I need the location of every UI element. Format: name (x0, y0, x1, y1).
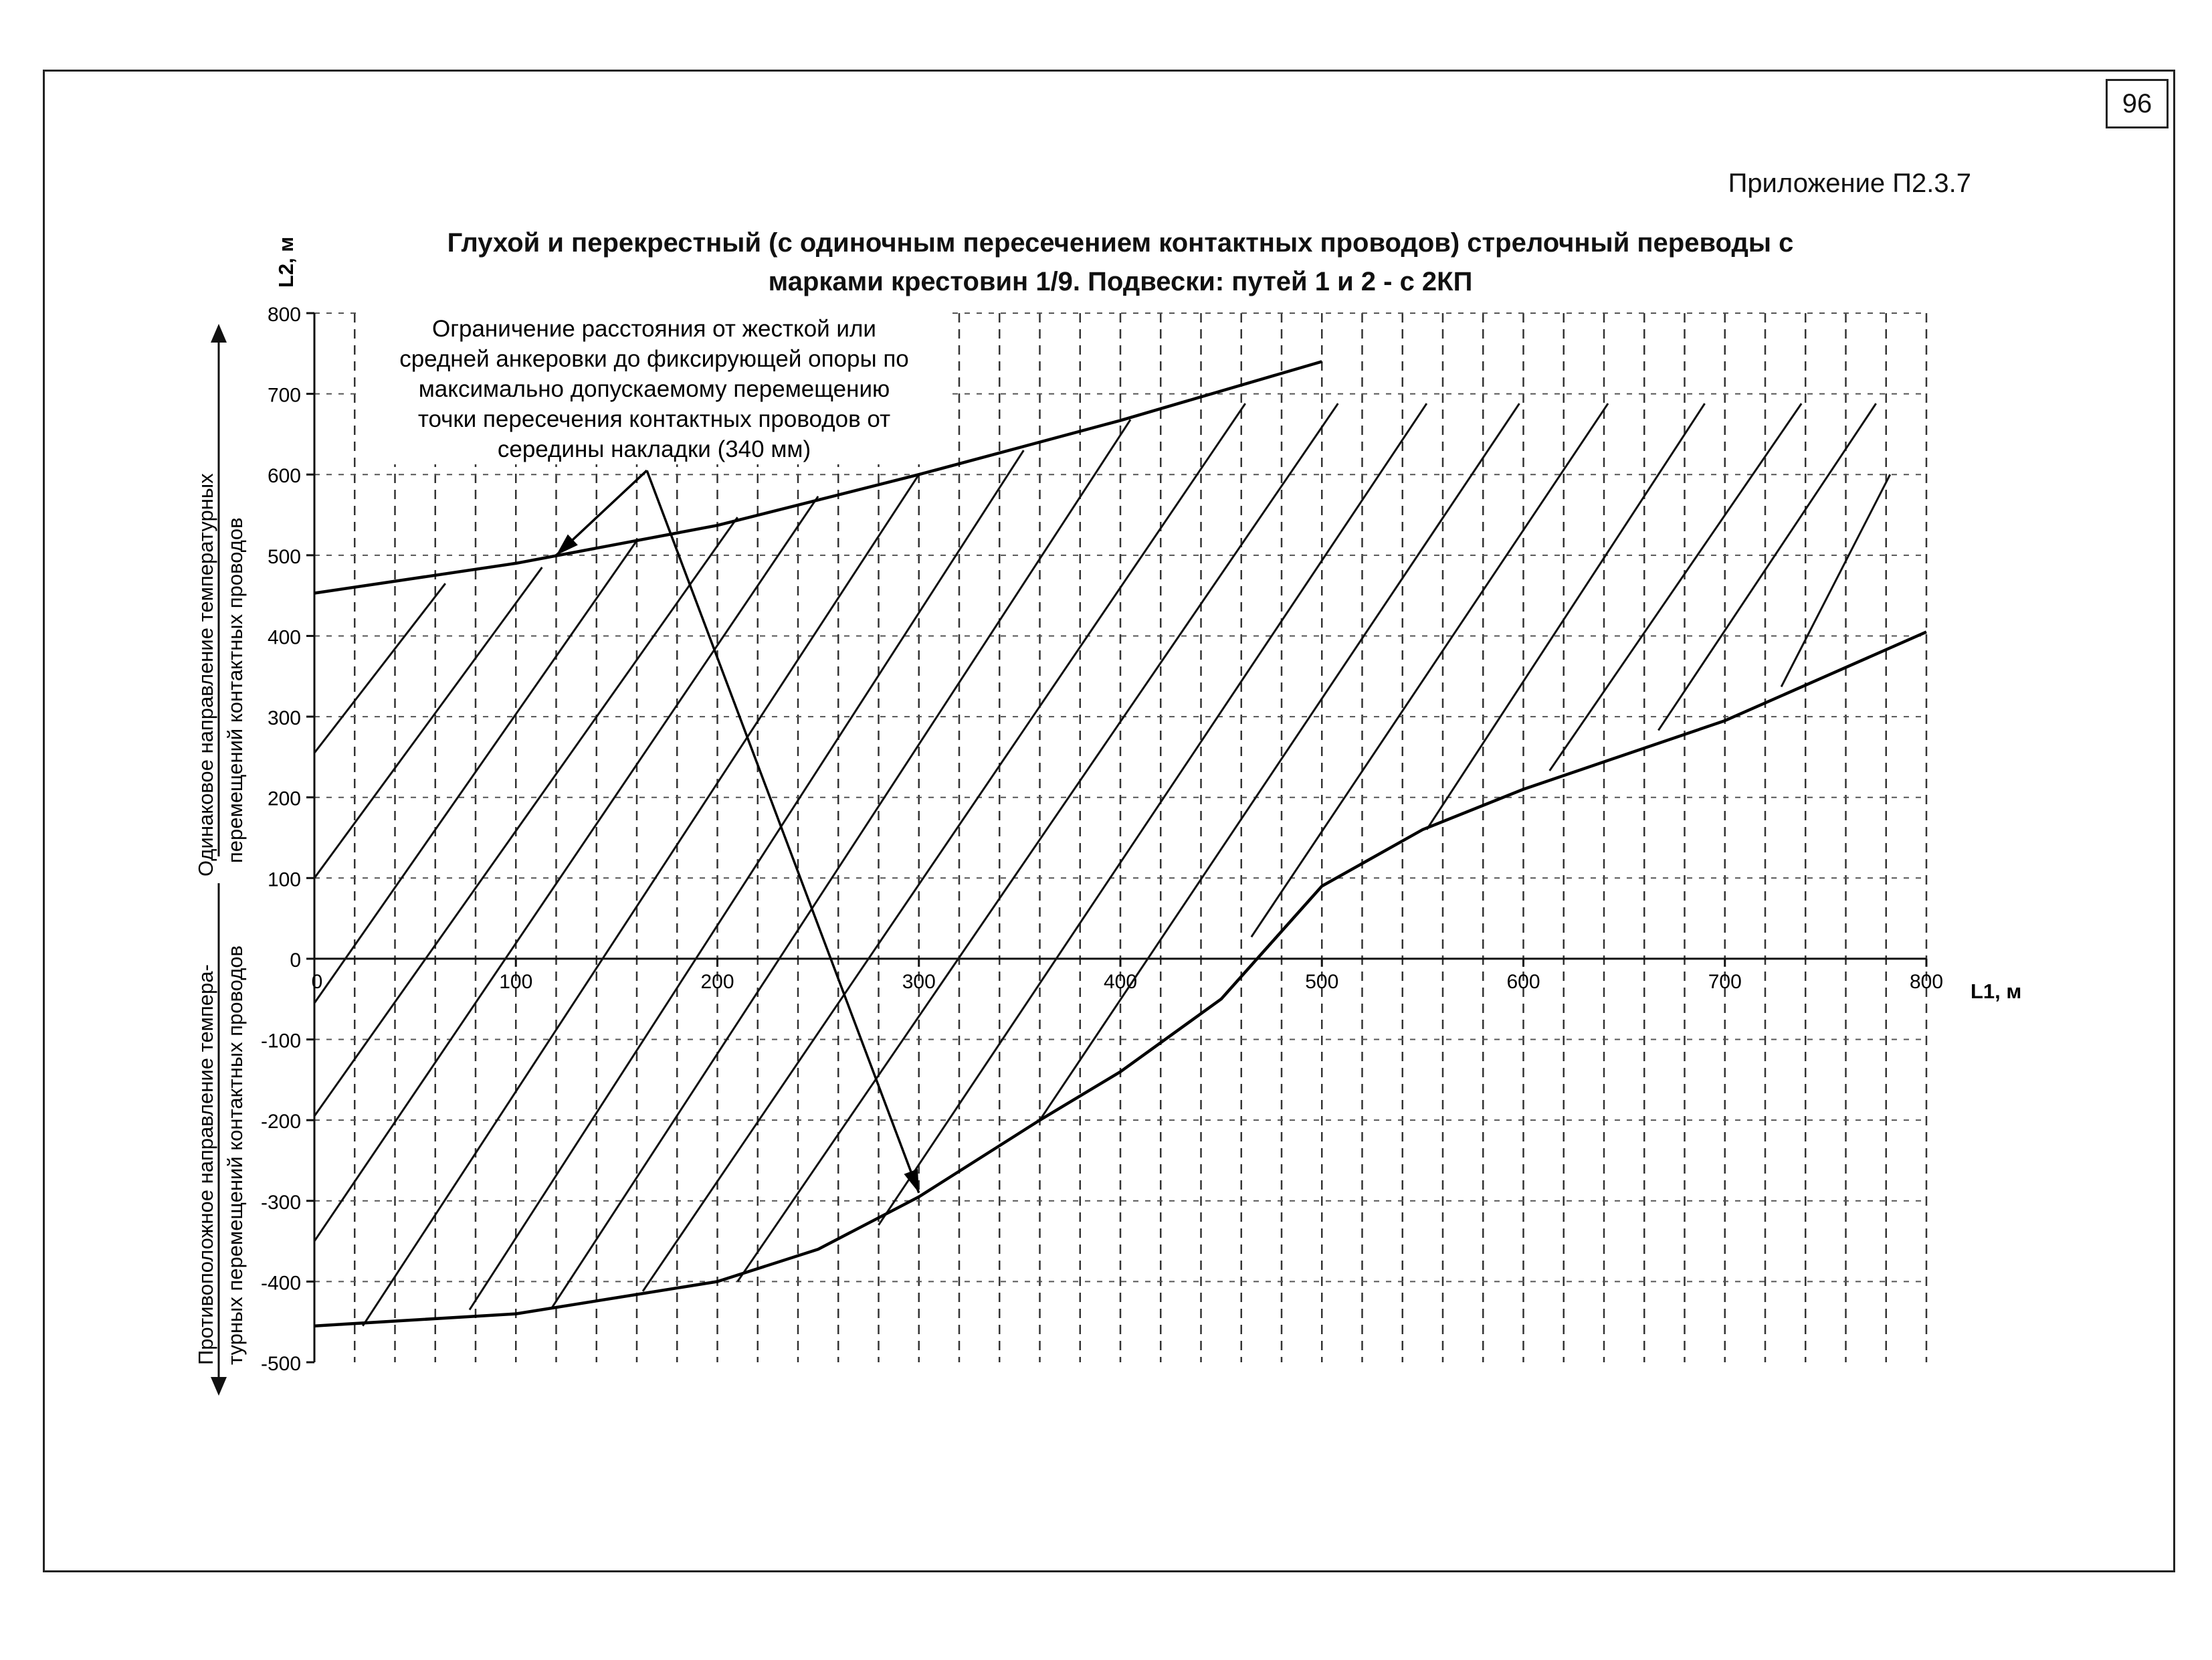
x-tick-label-2: 200 (700, 970, 734, 993)
grid (311, 313, 1926, 1362)
x-tick-label-7: 700 (1708, 970, 1742, 993)
page-number: 96 (2106, 79, 2169, 128)
family-line-7 (552, 420, 1130, 1307)
y-tick-label-7: 200 (267, 788, 301, 810)
appendix-label: Приложение П2.3.7 (1728, 169, 1971, 198)
family-line-9 (738, 403, 1338, 1281)
x-tick-label-4: 400 (1103, 970, 1138, 993)
y-tick-label-6: 100 (267, 868, 301, 891)
y-tick-label-0: -500 (260, 1353, 301, 1375)
annotation-line-4: точки пересечения контактных проводов от (417, 406, 891, 432)
x-tick-label-5: 500 (1305, 970, 1339, 993)
family-line-3 (311, 517, 738, 1116)
annotation-line-3: максимально допускаемому перемещению (418, 376, 890, 402)
family-line-10 (879, 403, 1427, 1225)
y-tick-label-11: 600 (267, 465, 301, 488)
lower-label-line1: Противоположное направление темпера- (194, 964, 217, 1365)
x-tick-label-1: 100 (499, 970, 533, 993)
y-tick-label-10: 500 (267, 545, 301, 568)
family-line-8 (643, 403, 1245, 1291)
side-labels (194, 324, 247, 1396)
x-axis-label: L1, м (1971, 980, 2022, 1003)
annotation-line-2: средней анкеровки до фиксирующей опоры по (399, 346, 909, 372)
x-tick-label-0: 0 (311, 970, 323, 993)
family-line-6 (470, 450, 1023, 1310)
chart-title-line2: марками крестовин 1/9. Подвески: путей 1 и 2 - с 2КП (768, 267, 1473, 296)
y-axis-label: L2, м (274, 236, 298, 288)
y-tick-label-13: 800 (267, 304, 301, 326)
chart-title-line1: Глухой и перекрестный (с одиночным пересечением контактных проводов) стрелочный переводы с (447, 228, 1794, 258)
y-tick-label-9: 400 (267, 626, 301, 649)
lower-label-line2: турных перемещений контактных проводов (223, 945, 247, 1365)
axes (306, 313, 1926, 1362)
y-tick-label-2: -300 (260, 1191, 301, 1214)
down-arrow-head (211, 1377, 227, 1396)
y-tick-label-1: -400 (260, 1272, 301, 1295)
y-axis-title (274, 237, 298, 288)
y-tick-label-4: -100 (260, 1030, 301, 1052)
y-tick-label-12: 700 (267, 384, 301, 407)
x-tick-label-8: 800 (1909, 970, 1944, 993)
family-line-1 (314, 567, 542, 878)
annotation-line-5: середины накладки (340 мм) (497, 436, 811, 462)
y-tick-label-8: 300 (267, 707, 301, 730)
upper-label-line1: Одинаковое направление температурных (194, 473, 217, 877)
family-line-5 (363, 474, 918, 1325)
family-line-11 (1040, 403, 1520, 1120)
up-arrow-head (211, 324, 227, 343)
y-tick-label-3: -200 (260, 1111, 301, 1133)
x-tick-label-3: 300 (902, 970, 936, 993)
annotation-arrow-head-1 (904, 1169, 918, 1193)
x-tick-label-6: 600 (1506, 970, 1540, 993)
family-line-12 (1251, 403, 1608, 937)
family-line-4 (311, 496, 818, 1241)
family-line-14 (1550, 403, 1802, 771)
upper-label-line2: перемещений контактных проводов (223, 517, 247, 863)
annotation (360, 309, 948, 464)
annotation-line-1: Ограничение расстояния от жесткой или (432, 316, 876, 342)
y-tick-label-5: 0 (290, 949, 301, 972)
